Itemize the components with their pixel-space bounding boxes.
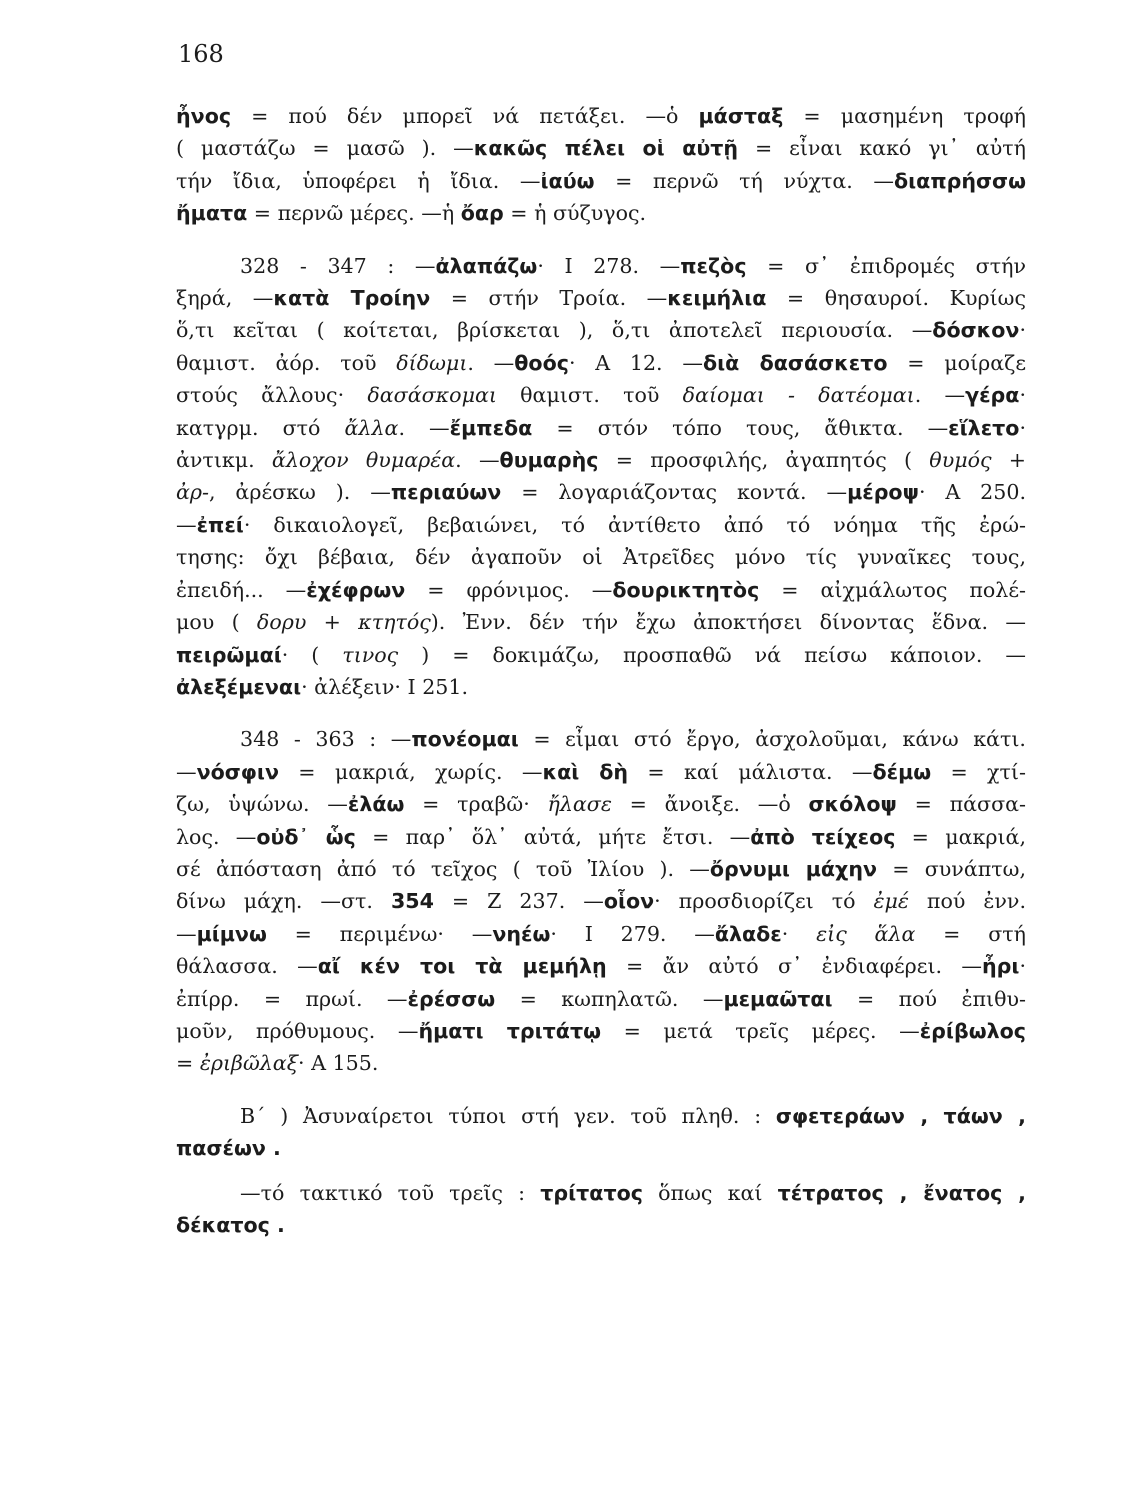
lemma: μάσταξ [698,104,784,128]
gloss: · Ι 278. — [537,253,681,278]
gloss: · Α 155. [298,1051,379,1076]
gloss: = περνῶ τή νύχτα. — [594,168,894,193]
gloss: = θησαυροί. Κυρίως [766,286,1026,311]
lemma: ἐλάω [347,792,405,817]
lemma: κατὰ Τροίην [273,286,431,311]
citation-form: ἄλοχον θυμαρέα [271,448,456,473]
text-line [176,983,1026,1015]
gloss: θαμιστ. ἀόρ. τοῦ [176,350,397,375]
gloss: = μοίραζε [887,350,1026,375]
lemma: διὰ δασάσκετο [702,350,888,375]
citation-form: ἀρ- [176,480,209,505]
gloss: ὅ,τι κεῖται ( κοίτεται, βρίσκεται ), ὅ,τι ἀποτελεῖ περιουσία. — [176,318,933,343]
gloss: = εἶναι κακό γι᾽ αὐτή [738,136,1026,161]
gloss: · [1019,318,1026,343]
verse-ref: 354 [390,889,434,914]
lemma: γέρα [965,383,1020,408]
lemma: μίμνω [196,921,267,946]
gloss: = πού ἐπιθυ- [832,986,1026,1011]
text-line [176,885,1026,917]
gloss: ἐπειδή... — [176,577,307,602]
text-line [176,1177,1026,1209]
gloss: = ἄνοιξε. —ὁ [611,792,809,817]
gloss: = κωπηλατῶ. — [495,986,724,1011]
gloss: τήν ἴδια, ὑποφέρει ἡ ἴδια. — [176,168,541,193]
gloss: = ἄν αὐτό σ᾽ ἐνδιαφέρει. — [606,954,983,979]
text-line [176,853,1026,885]
lemma: μεμαῶται [723,986,833,1011]
citation-form: δίδωμι [396,350,468,375]
text-line [176,821,1026,853]
gloss: = Ζ 237. — [433,889,604,914]
text-line [176,950,1026,982]
lemma: τρίτατος [540,1180,643,1205]
text-line [176,476,1026,508]
lemma: θυμαρὴς [499,448,599,473]
text-line [176,918,1026,950]
lemma: ἀλαπάζω [435,253,538,278]
lemma: δόσκον [932,318,1020,343]
text-line [176,165,1026,197]
gloss: ἐπίρρ. = πρωί. — [176,986,408,1011]
lemma: ἐχέφρων [306,577,406,602]
gloss: —τό τακτικό τοῦ τρεῖς : [240,1180,541,1205]
gloss: ξηρά, — [176,286,274,311]
gloss: = τραβῶ· [404,792,548,817]
gloss: = πάσσα- [896,792,1026,817]
paragraph-b [176,1100,1026,1165]
text-line [176,574,1026,606]
gloss: . — [398,415,450,440]
citation-form: ἐμέ [873,889,909,914]
lemma: ἤματα [176,201,248,226]
lemma: δέκατος . [176,1213,285,1237]
paragraph-328-347 [176,250,1026,704]
text-line [176,100,1026,132]
text-line [176,1047,1026,1079]
text-line [176,347,1026,379]
gloss: · [1019,954,1026,979]
gloss: = σ᾽ ἐπιδρομές στήν [746,253,1026,278]
text-line [176,788,1026,820]
citation-form: δορυ + κτητός [256,610,431,635]
gloss: = στή [915,921,1026,946]
lemma: κειμήλια [667,286,767,311]
gloss: . — [455,448,500,473]
gloss: · [1019,383,1026,408]
lemma: νόσφιν [196,759,279,784]
gloss: ). Ἐνν. δέν τήν ἔχω ἀποκτήσει δίνοντας ἕδνα. — [430,610,1026,635]
gloss: · ( [281,642,343,667]
gloss: Β΄ ) Ἀσυναίρετοι τύποι στή γεν. τοῦ πληθ. : [240,1103,776,1128]
lemma: εἵλετο [948,415,1020,440]
citation-form: δασάσκομαι [367,383,497,408]
citation-form: δαίομαι - δατέομαι [682,383,915,408]
gloss: = ἡ σύζυγος. [503,201,647,226]
lemma: οἷον [603,889,655,914]
lemma: ἐπεί [196,512,244,537]
lemma: ἦρι [982,954,1020,979]
lemma: πεζὸς [680,253,747,278]
lemma: σκόλοψ [808,792,897,817]
gloss: πού ἐνν. [908,889,1026,914]
paragraph-ordinal [176,1177,1026,1242]
gloss: = στόν τόπο τους, ἄθικτα. — [532,415,949,440]
citation-form: ἤλασε [547,792,612,817]
lemma: πασέων . [176,1136,281,1161]
lemma: κακῶς πέλει οἱ αὐτῇ [473,136,739,161]
lemma: οὐδ᾽ ὧς [256,824,356,849]
gloss: = προσφιλής, ἀγαπητός ( [598,448,930,473]
text-line [176,1209,1026,1241]
gloss: ὅπως καί [642,1180,778,1205]
lemma: ἰαύω [540,168,595,193]
citation-form: τινος [342,642,399,667]
gloss: · Α 12. — [568,350,703,375]
gloss: = παρ᾽ ὅλ᾽ αὐτά, μήτε ἔτσι. — [355,824,751,849]
gloss: = συνάπτω, [877,856,1026,881]
gloss: ( μαστάζω = μασῶ ). — [176,136,474,161]
gloss: ) = δοκιμάζω, προσπαθῶ νά πείσω κάποιον. — [398,642,1026,667]
text-line [176,671,1026,703]
gloss: μου ( [176,610,257,635]
gloss: = πού δέν μπορεῖ νά πετάξει. —ὁ [231,104,699,128]
text-body [176,100,1026,1241]
lemma: πονέομαι [411,727,519,752]
citation-form: εἰς ἅλα [816,921,916,946]
citation-form: ἄλλα [344,415,399,440]
lemma: ὄρνυμι μάχην [709,856,878,881]
gloss: ἀντικμ. [176,448,272,473]
gloss: . — [467,350,515,375]
lemma: ἀπὸ τείχεος [750,824,896,849]
gloss: = καί μάλιστα. — [628,759,873,784]
gloss: + [991,448,1026,473]
lemma: ἦνος [176,104,232,128]
gloss: = χτί- [931,759,1026,784]
text-line [176,723,1026,755]
gloss: τησης: ὄχι βέβαια, δέν ἀγαποῦν οἱ Ἀτρεῖδες μόνο τίς γυναῖκες τους, [176,545,1026,570]
gloss: · προσδιορίζει τό [654,889,874,914]
citation-form: ἐριβῶλαξ [199,1051,299,1076]
gloss: = περνῶ μέρες. —ἡ [247,201,461,226]
gloss: — [176,512,197,537]
gloss: = μακριά, χωρίς. — [278,759,543,784]
lemma: νηέω [492,921,551,946]
gloss: = εἶμαι στό ἔργο, ἀσχολοῦμαι, κάνω κάτι. [518,727,1026,752]
verse-range: 328 - 347 : — [240,253,436,278]
paragraph-gloss-top [176,100,1026,230]
gloss: · Ι 279. — [550,921,715,946]
gloss: στούς ἄλλους· [176,383,368,408]
paragraph-348-363 [176,723,1026,1079]
gloss: · [781,921,817,946]
gloss: · Α 250. [918,480,1026,505]
lemma: τέτρατος , ἔνατος , [777,1180,1026,1205]
lemma: σφετεράων , τάων , [775,1103,1026,1128]
text-line [176,282,1026,314]
gloss: — [176,759,197,784]
verse-range: 348 - 363 : — [240,727,412,752]
gloss: · [1019,415,1026,440]
text-line [176,756,1026,788]
lemma: πειρῶμαί [176,642,282,667]
citation-form: θυμός [929,448,992,473]
text-line [176,1132,1026,1164]
lemma: ἐρίβωλος [919,1018,1026,1043]
text-line [176,1100,1026,1132]
lemma: ὄαρ [460,201,504,226]
lemma: διαπρήσσω [894,168,1026,193]
lemma: αἴ κέν τοι τὰ μεμήλῃ [317,954,607,979]
text-line [176,314,1026,346]
text-line [176,250,1026,282]
gloss: — [176,921,197,946]
text-line [176,444,1026,476]
gloss: λος. — [176,824,257,849]
text-line [176,1015,1026,1047]
lemma: ἔμπεδα [449,415,533,440]
gloss: = μασημένη τροφή [783,104,1026,128]
lemma: ἐρέσσω [407,986,496,1011]
gloss: μοῦν, πρόθυμους. — [176,1018,419,1043]
lemma: καὶ δὴ [542,759,629,784]
text-line [176,132,1026,164]
lemma: ἀλεξέμεναι [176,674,302,699]
gloss: ζω, ὑψώνω. — [176,792,348,817]
text-line [176,606,1026,638]
gloss: = λογαριάζοντας κοντά. — [501,480,848,505]
gloss: = φρόνιμος. — [405,577,613,602]
gloss: = μετά τρεῖς μέρες. — [601,1018,920,1043]
lemma: περιαύων [390,480,502,505]
gloss: · δικαιολογεῖ, βεβαιώνει, τό ἀντίθετο ἀπό τό νόημα τῆς ἐρώ- [243,512,1026,537]
gloss: = στήν Τροία. — [430,286,668,311]
gloss: δίνω μάχη. —στ. [176,889,391,914]
lemma: δουρικτητὸς [612,577,760,602]
gloss: = αἰχμάλωτος πολέ- [759,577,1026,602]
text-line [176,509,1026,541]
gloss: , ἀρέσκω ). — [208,480,391,505]
gloss: · ἀλέξειν· Ι 251. [301,674,469,699]
lemma: θοός [514,350,569,375]
text-line [176,639,1026,671]
text-line [176,412,1026,444]
page-number: 168 [178,40,224,68]
text-line [176,541,1026,573]
gloss: κατγρμ. στό [176,415,345,440]
lemma: δέμω [872,759,932,784]
text-line [176,197,1026,229]
gloss: = [176,1051,200,1076]
text-line [176,379,1026,411]
gloss: = περιμένω· — [266,921,493,946]
gloss: θάλασσα. — [176,954,318,979]
lemma: μέροψ [847,480,919,505]
lemma: ἤματι τριτάτῳ [418,1018,601,1043]
gloss: = μακριά, [895,824,1026,849]
gloss: σέ ἀπόσταση ἀπό τό τεῖχος ( τοῦ Ἰλίου ). — [176,856,710,881]
lemma: ἄλαδε [714,921,782,946]
gloss: θαμιστ. τοῦ [496,383,683,408]
gloss: . — [914,383,966,408]
